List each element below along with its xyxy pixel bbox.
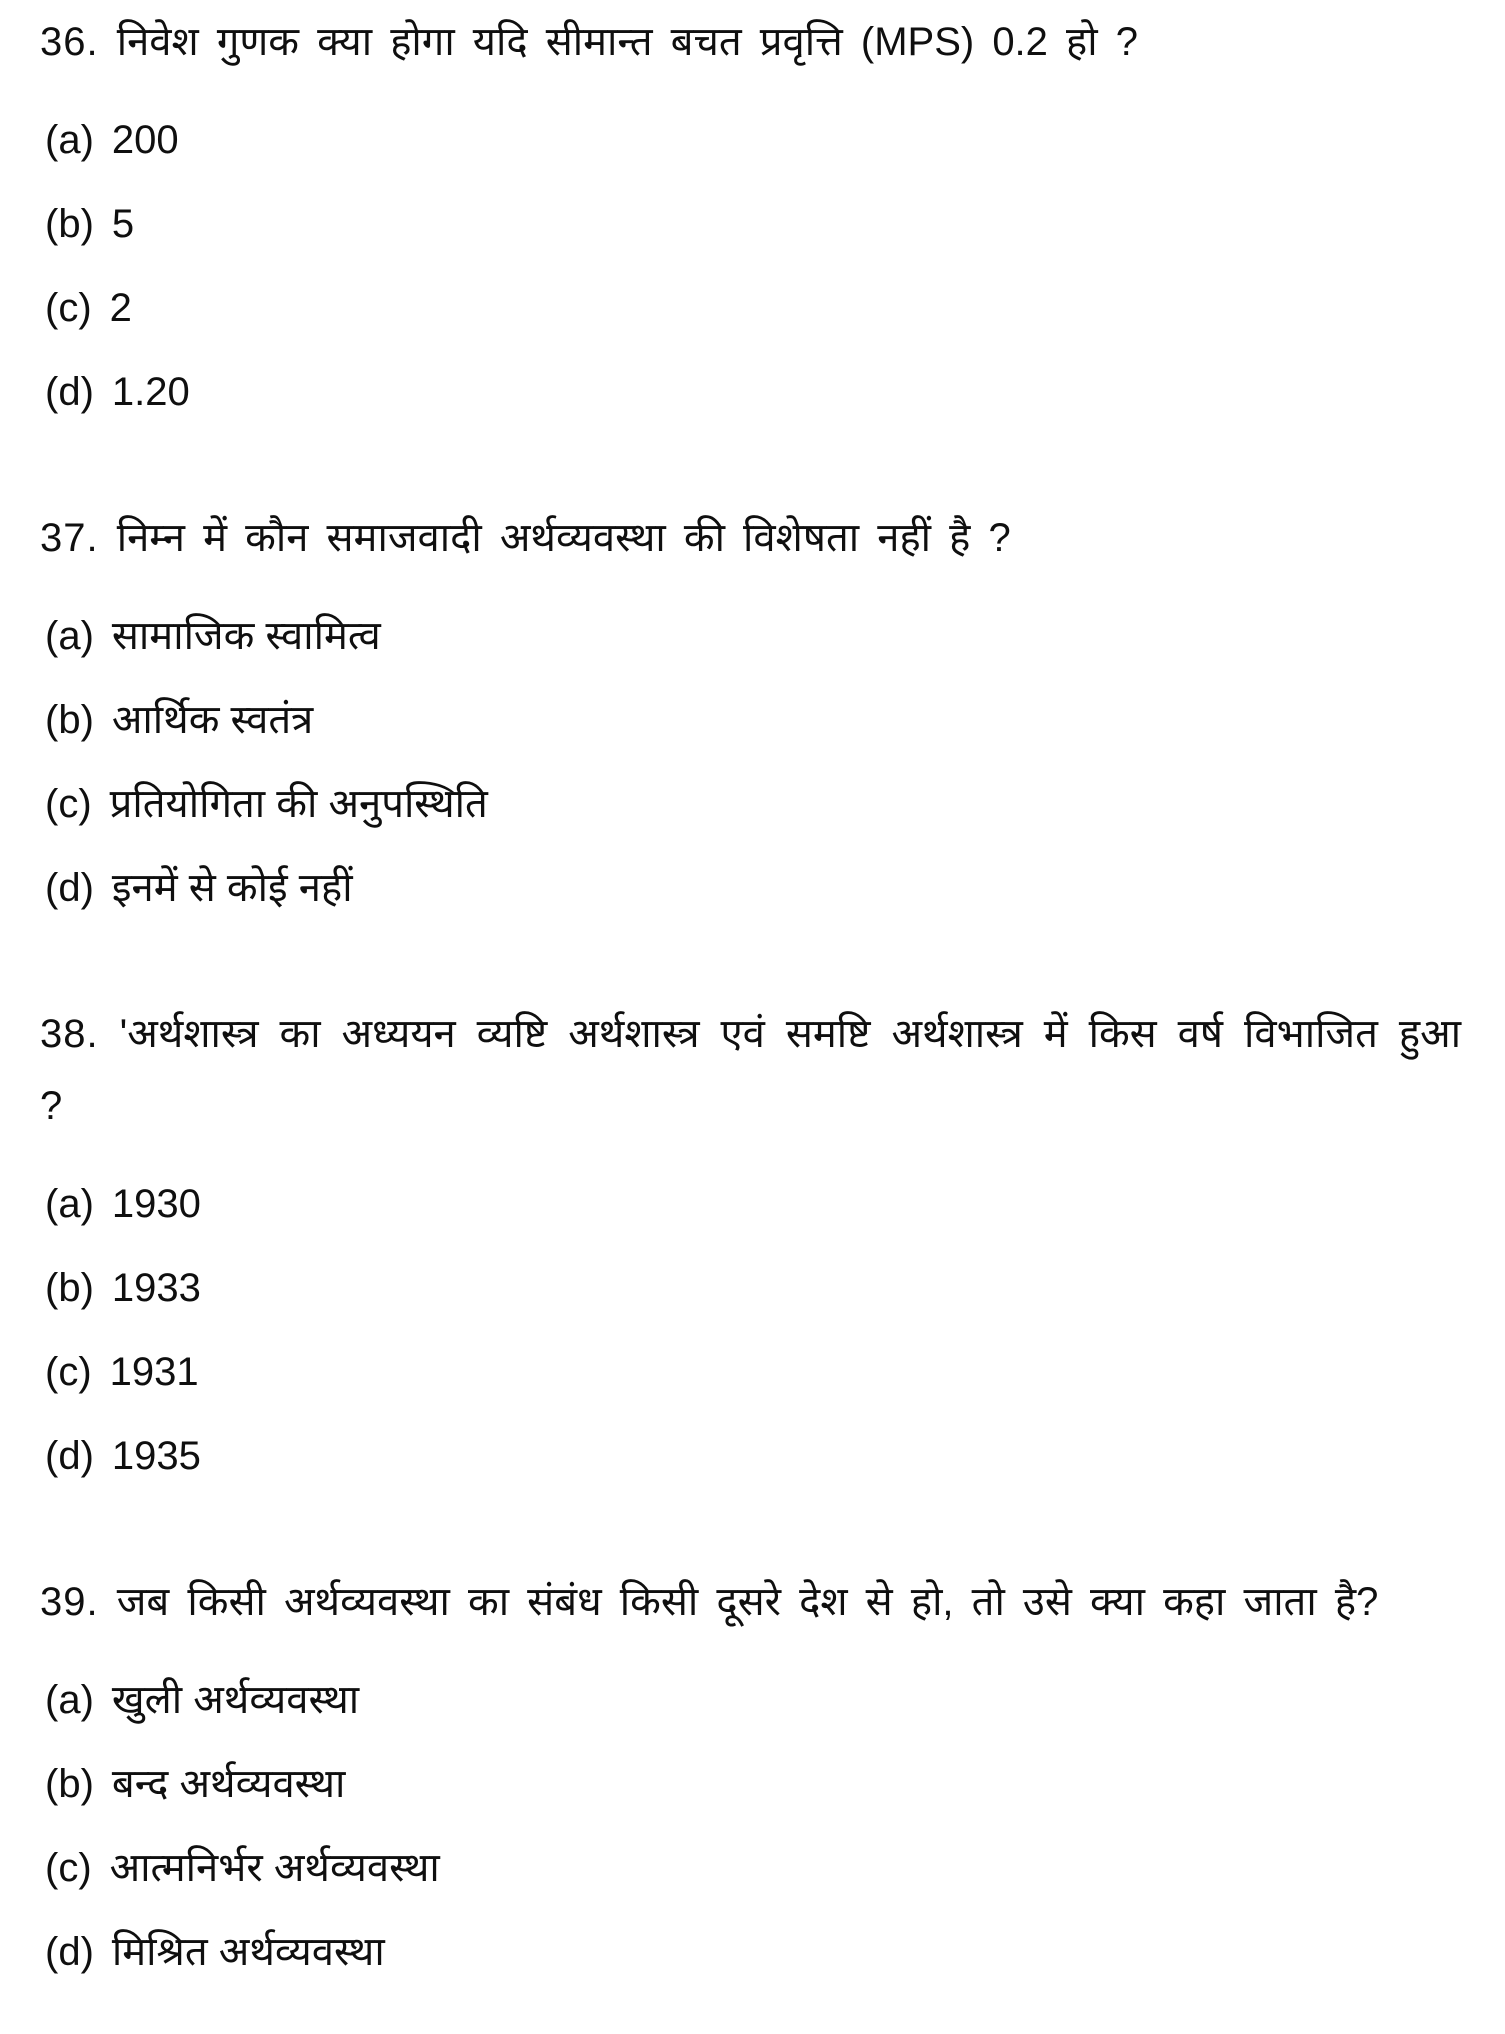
question-36 [40,6,1461,414]
question-37-number: 37. [40,516,99,560]
question-39 [40,1566,1461,1974]
question-36-option-a [40,118,1461,162]
option-b-label: (b) [45,698,94,742]
option-d-label: (d) [45,1434,94,1478]
question-37-option-c [40,782,1461,826]
option-d-label: (d) [45,866,94,910]
question-38 [40,998,1461,1478]
question-38-option-d [40,1434,1461,1478]
question-36-text: निवेश गुणक क्या होगा यदि सीमान्त बचत प्रवृत्ति (MPS) 0.2 हो ? [116,20,1138,64]
option-c-label: (c) [45,286,92,330]
question-36-option-b [40,202,1461,246]
option-d-label: (d) [45,370,94,414]
option-b-label: (b) [45,1762,94,1806]
question-39-option-d [40,1930,1461,1974]
option-c-label: (c) [45,782,92,826]
question-38-text-line [40,998,1461,1142]
option-d-text: 1935 [111,1434,201,1478]
question-36-number: 36. [40,20,99,64]
option-a-label: (a) [45,1678,94,1722]
option-d-label: (d) [45,1930,94,1974]
option-c-text: 1931 [109,1350,199,1394]
question-38-text: 'अर्थशास्त्र का अध्ययन व्यष्टि अर्थशास्त्र एवं समष्टि अर्थशास्त्र में किस वर्ष विभाजित हुआ ? [40,1012,1461,1128]
option-d-text: इनमें से कोई नहीं [111,866,353,910]
option-b-text: 5 [111,202,135,246]
option-b-label: (b) [45,1266,94,1310]
option-a-label: (a) [45,614,94,658]
question-37-text: निम्न में कौन समाजवादी अर्थव्यवस्था की विशेषता नहीं है ? [116,516,1011,560]
option-d-text: मिश्रित अर्थव्यवस्था [111,1930,385,1974]
option-a-text: खुली अर्थव्यवस्था [111,1678,360,1722]
option-b-label: (b) [45,202,94,246]
question-37-option-a [40,614,1461,658]
question-36-option-c [40,286,1461,330]
question-37-option-d [40,866,1461,910]
question-37-option-b [40,698,1461,742]
question-36-text-line [40,6,1461,78]
option-c-text: 2 [109,286,132,330]
question-38-number: 38. [40,1012,99,1056]
option-c-text: प्रतियोगिता की अनुपस्थिति [109,782,488,826]
question-38-option-c [40,1350,1461,1394]
question-39-number: 39. [40,1580,99,1624]
option-d-text: 1.20 [111,370,190,414]
option-a-text: 200 [111,118,179,162]
option-a-label: (a) [45,1182,94,1226]
question-39-text: जब किसी अर्थव्यवस्था का संबंध किसी दूसरे देश से हो, तो उसे क्या कहा जाता है? [116,1580,1379,1624]
option-b-text: 1933 [111,1266,201,1310]
option-c-text: आत्मनिर्भर अर्थव्यवस्था [109,1846,440,1890]
question-39-option-a [40,1678,1461,1722]
option-c-label: (c) [45,1350,92,1394]
question-36-option-d [40,370,1461,414]
question-38-option-a [40,1182,1461,1226]
question-39-option-b [40,1762,1461,1806]
question-38-option-b [40,1266,1461,1310]
question-39-text-line [40,1566,1461,1638]
question-37 [40,502,1461,910]
option-a-label: (a) [45,118,94,162]
question-37-text-line [40,502,1461,574]
option-b-text: बन्द अर्थव्यवस्था [111,1762,346,1806]
option-a-text: 1930 [111,1182,201,1226]
option-c-label: (c) [45,1846,92,1890]
option-b-text: आर्थिक स्वतंत्र [111,698,314,742]
question-39-option-c [40,1846,1461,1890]
option-a-text: सामाजिक स्वामित्व [111,614,381,658]
